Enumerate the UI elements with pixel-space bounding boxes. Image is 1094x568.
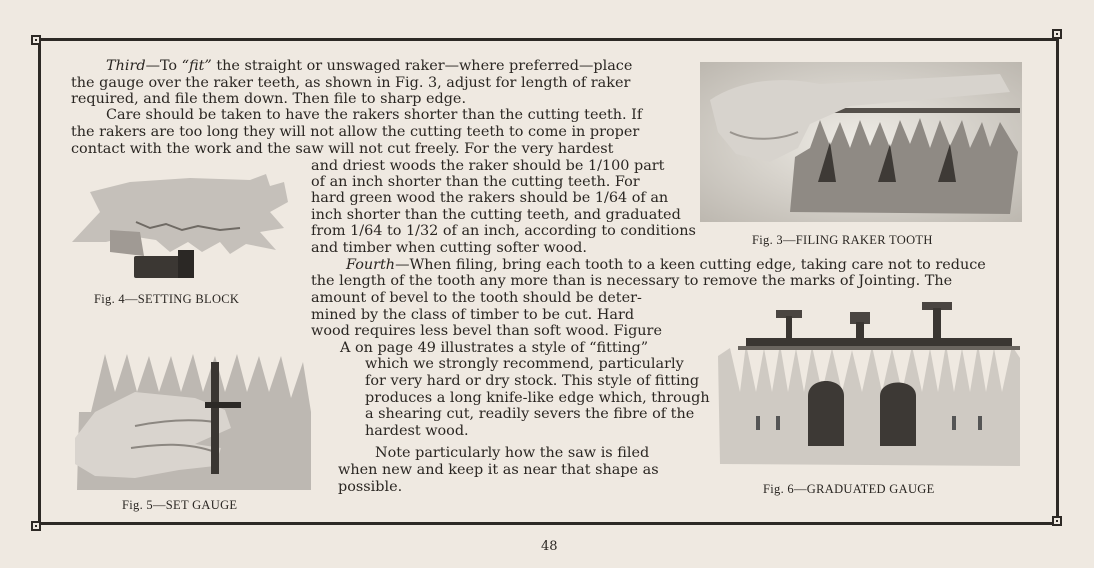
paragraph-care-line-5: of an inch shorter than the cutting teeth. For [311,174,640,190]
figure-6-graduated-gauge-photo [716,296,1022,476]
figure-6-caption: Fig. 6—GRADUATED GAUGE [763,482,935,496]
paragraph-fourth-line-2: the length of the tooth any more than is necessary to remove the marks of Jointing. The [311,273,953,289]
border-corner-ornament [31,35,41,45]
paragraph-fourth-line-9: produces a long knife-like edge which, through [365,390,710,406]
paragraph-fourth-line-7: which we strongly recommend, particularly [365,356,684,372]
paragraph-fourth-line-5: wood requires less bevel than soft wood. Figure [311,323,662,339]
paragraph-note-line-1: Note particularly how the saw is filed [375,445,650,461]
paragraph-fourth-line-11: hardest wood. [365,423,469,439]
paragraph-care-line-6: hard green wood the rakers should be 1/64 of an [311,190,669,206]
paragraph-care-line-4: and driest woods the raker should be 1/100 part [311,158,665,174]
paragraph-fourth-line-3: amount of bevel to the tooth should be deter- [311,290,642,306]
figure-4-setting-block-photo [70,172,292,284]
border-corner-ornament [1052,29,1062,39]
paragraph-fourth-line-4: mined by the class of timber to be cut. Hard [311,307,635,323]
paragraph-third-line-3: required, and file them down. Then file to sharp edge. [71,91,467,107]
border-corner-ornament [1052,516,1062,526]
border-corner-ornament [31,521,41,531]
paragraph-third-line-2: the gauge over the raker teeth, as shown in Fig. 3, adjust for length of raker [71,75,631,91]
figure-4-caption: Fig. 4—SETTING BLOCK [94,292,240,306]
paragraph-care-line-7: inch shorter than the cutting teeth, and graduated [311,207,681,223]
paragraph-fourth-line-6: A on page 49 illustrates a style of “fitting” [340,340,649,356]
paragraph-fourth-line-1: Fourth—When filing, bring each tooth to a keen cutting edge, taking care not to reduce [346,257,986,273]
paragraph-care-line-1: Care should be taken to have the rakers shorter than the cutting teeth. If [106,107,643,123]
paragraph-care-line-9: and timber when cutting softer wood. [311,240,587,256]
paragraph-note-line-3: possible. [338,479,403,495]
paragraph-care-line-8: from 1/64 to 1/32 of an inch, according to conditions [311,223,696,239]
paragraph-note-line-2: when new and keep it as near that shape as [338,462,659,478]
page-number: 48 [541,539,558,554]
figure-3-caption: Fig. 3—FILING RAKER TOOTH [752,233,933,247]
figure-5-caption: Fig. 5—SET GAUGE [122,498,238,512]
paragraph-fourth-line-10: a shearing cut, readily severs the fibre of the [365,406,695,422]
figure-3-filing-raker-tooth-photo [700,62,1022,222]
paragraph-fourth-line-8: for very hard or dry stock. This style of fitting [365,373,700,389]
paragraph-care-line-3: contact with the work and the saw will not cut freely. For the very hardest [71,141,614,157]
figure-5-set-gauge-photo [75,352,313,492]
paragraph-care-line-2: the rakers are too long they will not allow the cutting teeth to come in proper [71,124,640,140]
paragraph-third-line-1: Third—To “fit” the straight or unswaged raker—where preferred—place [106,58,633,74]
